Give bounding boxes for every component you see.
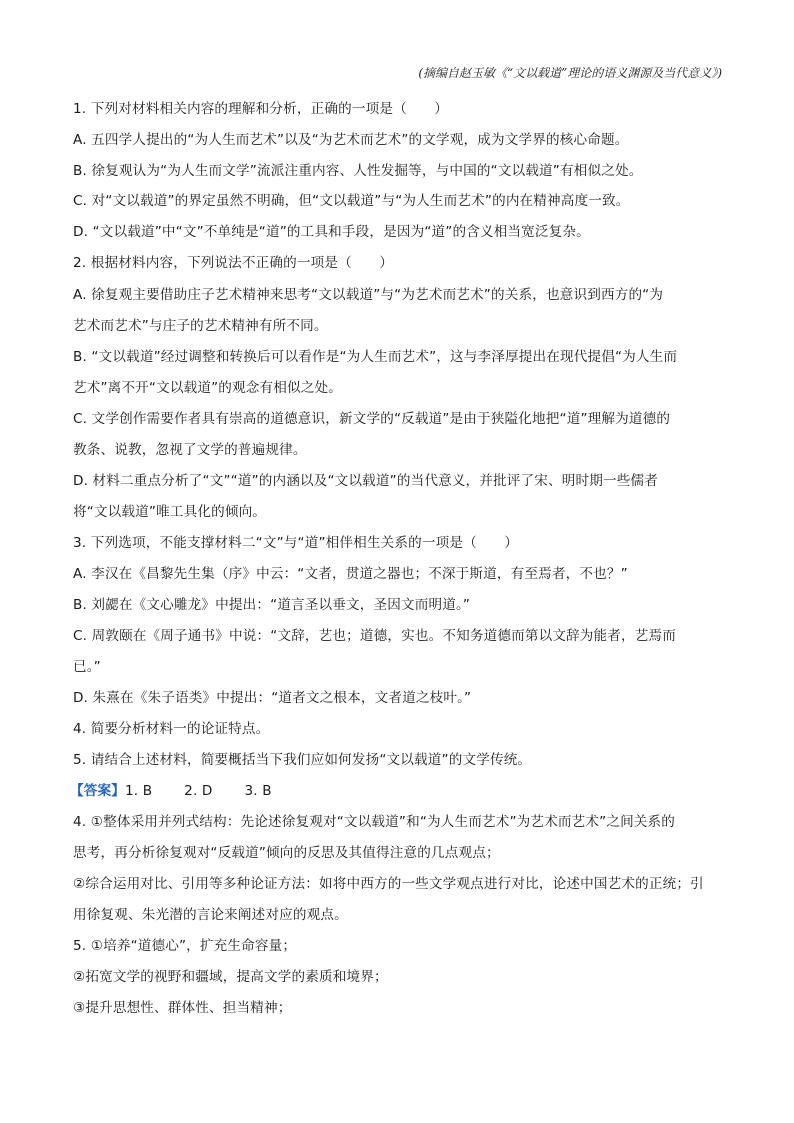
answer-q4-point1-cont: 思考，再分析徐复观对“反载道”倾向的反思及其值得注意的几点观点； [73,845,500,861]
q3-option-d: D. 朱熹在《朱子语类》中提出：“道者文之根本，文者道之枝叶。” [73,690,472,706]
q1-option-c: C. 对“文以载道”的界定虽然不明确，但“文以载道”与“为人生而艺术”的内在精神高度一致。 [73,193,630,209]
q2-stem: 2. 根据材料内容，下列说法不正确的一项是（ ） [73,255,394,271]
answer-q4-point1: 4. ①整体采用并列式结构：先论述徐复观对“文以载道”和“为人生而艺术”为艺术而艺术”之间关系的 [73,814,676,830]
q2-option-d-cont: 将“文以载道”唯工具化的倾向。 [73,504,267,520]
q2-option-d: D. 材料二重点分析了“文”“道”的内涵以及“文以载道”的当代意义，并批评了宋、明时期一些儒者 [73,473,658,489]
q3-option-c: C. 周敦颐在《周子通书》中说：“文辞，艺也；道德，实也。不知务道德而第以文辞为能者，艺焉而 [73,628,677,644]
q2-option-c-cont: 教条、说教，忽视了文学的普遍规律。 [73,442,307,458]
source-citation: (摘编自赵玉敏《“文以载道”理论的语义渊源及当代意义》) [418,66,722,80]
answer-values: 1. B 2. D 3. B [124,783,272,799]
answer-q5-point1: 5. ①培养“道德心”，扩充生命容量； [73,938,297,954]
q2-option-a-cont: 艺术而艺术”与庄子的艺术精神有所不同。 [73,318,328,334]
q3-option-b: B. 刘勰在《文心雕龙》中提出：“道言圣以垂文，圣因文而明道。” [73,597,471,613]
q2-option-b: B. “文以载道”经过调整和转换后可以看作是“为人生而艺术”，这与李泽厚提出在现代提倡“为人生而 [73,349,678,365]
q5-stem: 5. 请结合上述材料，简要概括当下我们应如何发扬“文以载道”的文学传统。 [73,752,532,768]
q3-option-c-cont: 已。” [73,659,101,675]
answer-q5-point2: ②拓宽文学的视野和疆域，提高文学的素质和境界； [73,969,388,985]
q3-option-a: A. 李汉在《昌黎先生集（序》中云：“文者，贯道之器也；不深于斯道，有至焉者，不也？” [73,566,628,582]
q3-stem: 3. 下列选项，不能支撑材料二“文”与“道”相伴相生关系的一项是（ ） [73,535,519,551]
answer-q4-point2: ②综合运用对比、引用等多种论证方法：如将中西方的一些文学观点进行对比，论述中国艺术的正统；引 [73,876,704,892]
answer-tag: 【答案】 [70,783,125,799]
q4-stem: 4. 简要分析材料一的论证特点。 [73,721,270,737]
q2-option-a: A. 徐复观主要借助庄子艺术精神来思考“文以载道”与“为艺术而艺术”的关系，也意识到西方的“为 [73,287,664,303]
answer-line [70,781,272,801]
q2-option-c: C. 文学创作需要作者具有崇高的道德意识，新文学的“反载道”是由于狭隘化地把“道”理解为道德的 [73,411,671,427]
q2-option-b-cont: 艺术”离不开“文以载道”的观念有相似之处。 [73,380,342,396]
q1-option-a: A. 五四学人提出的“为人生而艺术”以及“为艺术而艺术”的文学观，成为文学界的核心命题。 [73,132,629,148]
answer-q4-point2-cont: 用徐复观、朱光潜的言论来阐述对应的观点。 [73,907,348,923]
q1-stem: 1. 下列对材料相关内容的理解和分析，正确的一项是（ ） [73,101,449,117]
answer-q5-point3: ③提升思想性、群体性、担当精神； [73,1000,292,1016]
q1-option-b: B. 徐复观认为“为人生而文学”流派注重内容、人性发掘等，与中国的“文以载道”有相似之处。 [73,163,643,179]
q1-option-d: D. “文以载道”中“文”不单纯是“道”的工具和手段，是因为“道”的含义相当宽泛复杂。 [73,224,590,240]
